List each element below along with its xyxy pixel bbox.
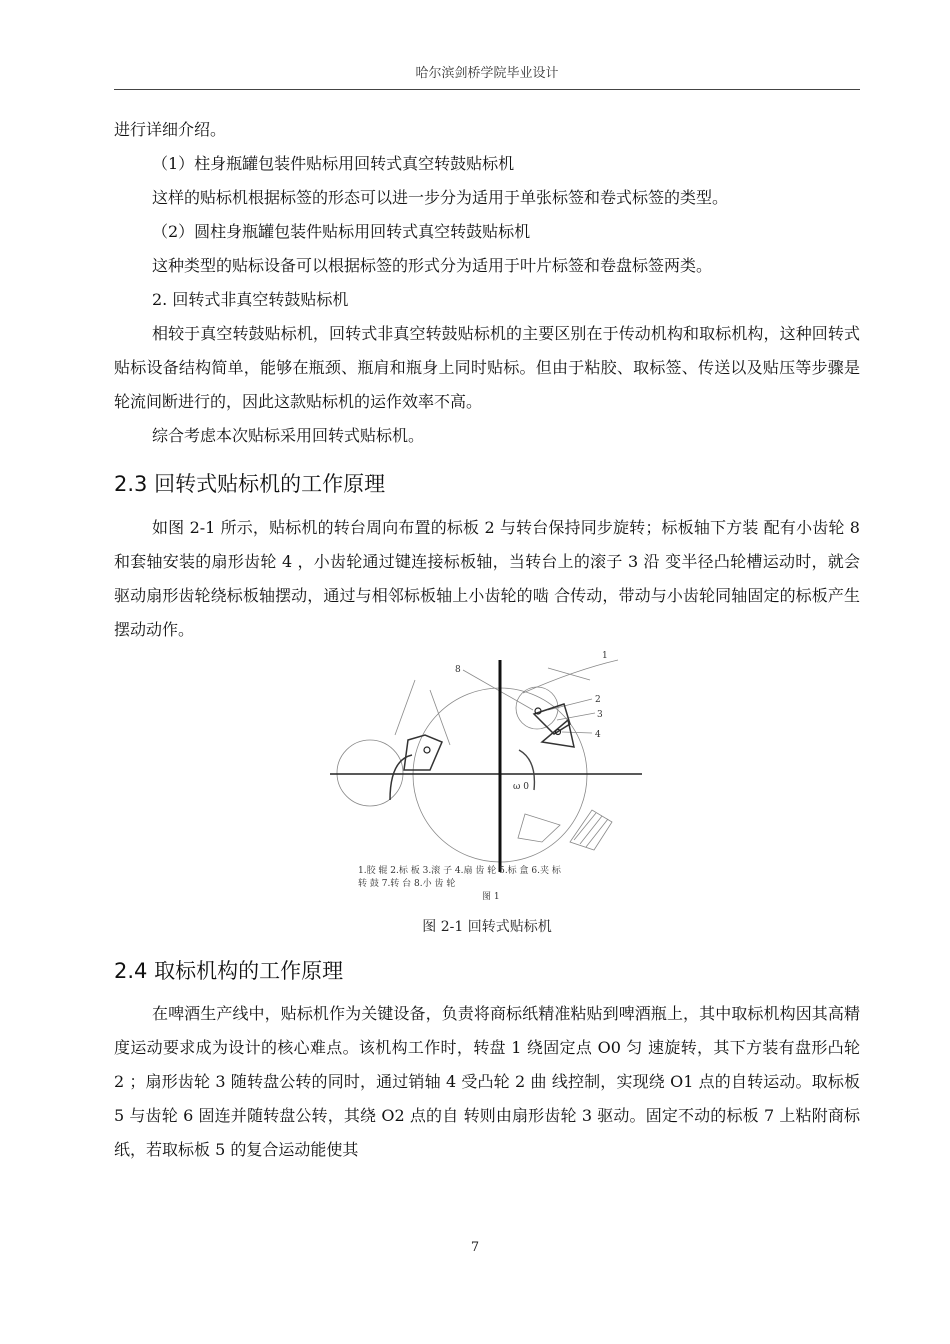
label-box-5: [518, 814, 560, 842]
intro-subheading: 2. 回转式非真空转鼓贴标机: [152, 290, 349, 309]
intro-paragraph-3: 这种类型的贴标设备可以根据标签的形式分为适用于叶片标签和卷盘标签两类。: [152, 256, 713, 275]
gear-arc-left: [390, 755, 412, 800]
figure-legend-line-2: 转 鼓 7.转 台 8.小 齿 轮: [358, 879, 456, 889]
sector-gear-left: [404, 735, 442, 770]
intro-paragraph-5: 综合考虑本次贴标采用回转式贴标机。: [152, 426, 425, 445]
pointer-line-8: [463, 670, 533, 710]
label-2: 2: [595, 695, 601, 705]
sector-gear-4: [542, 720, 574, 747]
label-3: 3: [597, 710, 603, 720]
section-2-4-body: [114, 997, 860, 1167]
figure-caption: 图 2-1 回转式贴标机: [422, 919, 552, 935]
section-2-4-title: 2.4 取标机构的工作原理: [114, 959, 344, 983]
guide-line-1: [395, 680, 415, 735]
intro-item-1: （1）柱身瓶罐包装件贴标用回转式真空转鼓贴标机: [152, 154, 515, 173]
label-omega: ω 0: [513, 782, 529, 792]
pointer-line-2: [548, 699, 592, 710]
label-4: 4: [595, 730, 601, 740]
roller-left: [424, 747, 430, 753]
pointer-line-3: [557, 713, 595, 720]
section-2-3-body: [114, 511, 860, 647]
page-number: 7: [470, 1240, 480, 1255]
clip-line-b: [580, 816, 602, 844]
intro-paragraph-4: 相较于真空转鼓贴标机，回转式非真空转鼓贴标机的主要区别在于传动机构和取标机构，这种回转式贴标设备结构简单，能够在瓶颈、瓶肩和瓶身上同时贴标。但由于粘胶、取标签、传送以及贴压等步骤是轮流间断进行的，因此这款贴标机的运作效率不高。: [114, 324, 860, 411]
clip-line-a: [574, 813, 596, 840]
figure-inner-caption: 图 1: [482, 892, 500, 902]
labeling-machine-figure: [330, 650, 650, 905]
intro-paragraph-2: 这样的贴标机根据标签的形态可以进一步分为适用于单张标签和卷式标签的类型。: [152, 188, 729, 207]
intro-block: [114, 113, 860, 453]
section-2-3-paragraph: 如图 2-1 所示，贴标机的转台周向布置的标板 2 与转台保持同步旋转；标板轴下方装 配有小齿轮 8 和套轴安装的扇形齿轮 4 ，小齿轮通过键连接标板轴，当转台上的滚子 3 沿 变半径凸轮槽运动时，就会驱动扇形齿轮绕标板轴摆动，通过与相邻标板轴上小齿轮的啮 合传动，带动与小齿轮同轴固定的标板产生摆动动作。: [114, 518, 860, 639]
intro-item-2: （2）圆柱身瓶罐包装件贴标用回转式真空转鼓贴标机: [152, 222, 531, 241]
section-2-3-title: 2.3 回转式贴标机的工作原理: [114, 472, 386, 496]
figure-legend-line-1: 1.胶 辊 2.标 板 3.滚 子 4.扇 齿 轮 5.标 盒 6.夹 标: [358, 866, 561, 876]
label-8: 8: [455, 665, 461, 675]
label-plate-arc: [523, 660, 618, 693]
intro-paragraph-1: 进行详细介绍。: [114, 120, 227, 139]
label-1: 1: [602, 651, 608, 661]
section-2-4-paragraph: 在啤酒生产线中，贴标机作为关键设备，负责将商标纸精准粘贴到啤酒瓶上，其中取标机构因其高精度运动要求成为设计的核心难点。该机构工作时，转盘 1 绕固定点 O0 匀 速旋转，其下方装有盘形凸轮 2 ；扇形齿轮 3 随转盘公转的同时，通过销轴 4 受凸轮 2 曲 线控制，实现绕 O1 点的自转运动。取标板 5 与齿轮 6 固连并随转盘公转，其绕 O2 点的自 转则由扇形齿轮 3 驱动。固定不动的标板 7 上粘附商标纸，若取标板 5 的复合运动能使其: [114, 1004, 860, 1159]
pointer-line-4: [562, 732, 592, 733]
guide-line-2: [430, 690, 450, 745]
labeling-machine-diagram: [330, 650, 650, 905]
page-header: 哈尔滨剑桥学院毕业设计: [114, 62, 860, 90]
